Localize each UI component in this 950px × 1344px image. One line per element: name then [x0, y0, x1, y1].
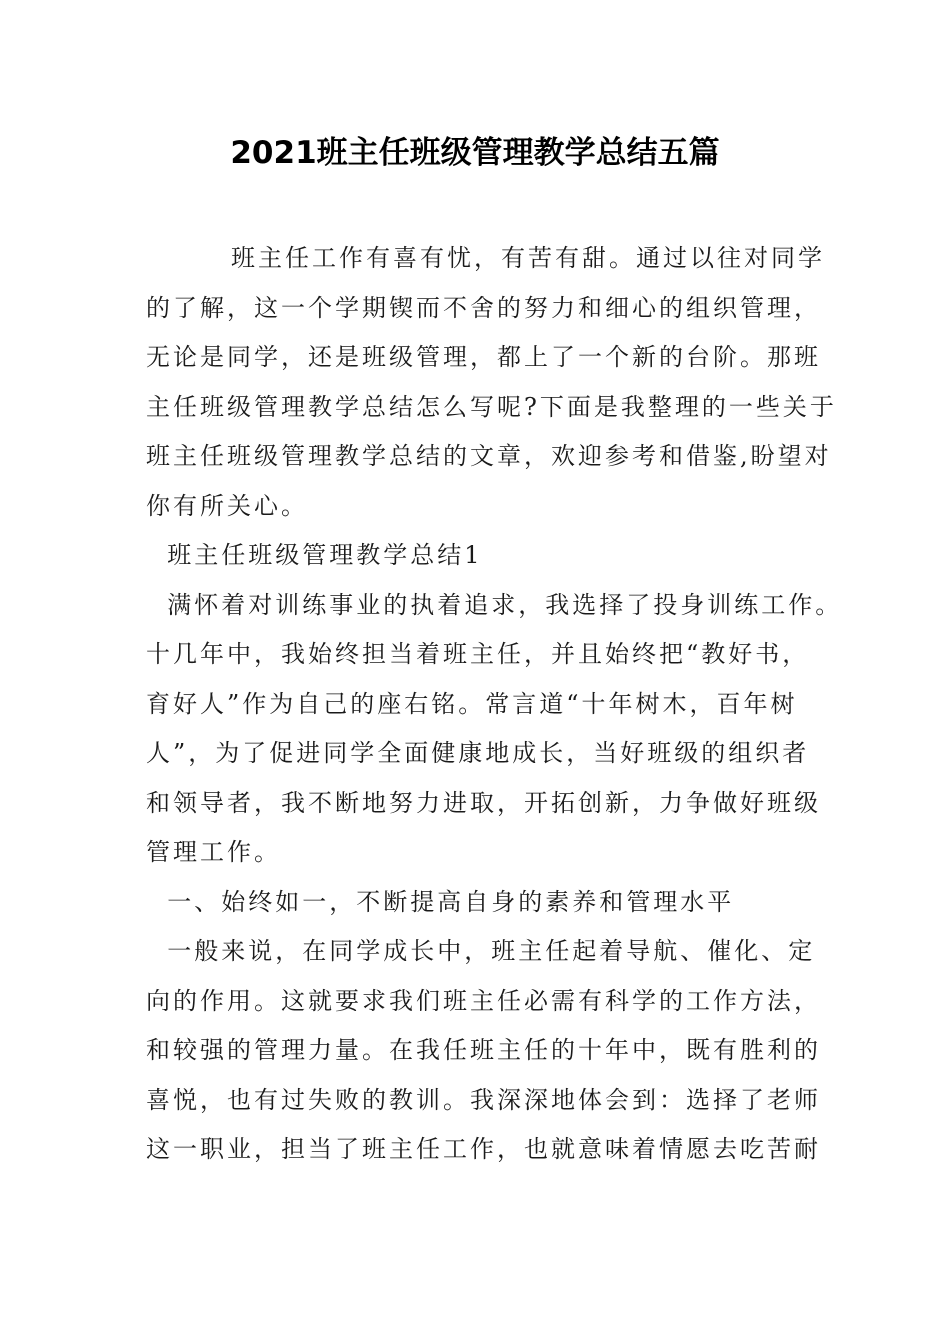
text-line: 你有所关心。 — [146, 491, 308, 520]
section-heading: 一、始终如一，不断提高自身的素养和管理水平 — [146, 887, 735, 916]
text-line: 这一职业，担当了班主任工作，也就意味着情愿去吃苦耐 — [146, 1135, 821, 1163]
document-body — [146, 234, 843, 1175]
document-title: 2021班主任班级管理教学总结五篇 — [230, 135, 720, 171]
text-line: 满怀着对训练事业的执着追求，我选择了投身训练工作。 — [146, 590, 843, 619]
text-line: 和领导者，我不断地努力进取，开拓创新，力争做好班级 — [146, 788, 821, 817]
text-line: 班主任班级管理教学总结的文章，欢迎参考和借鉴,盼望对 — [146, 442, 832, 470]
text-line: 和较强的管理力量。在我任班主任的十年中，既有胜利的 — [146, 1036, 821, 1064]
text-line: 管理工作。 — [146, 838, 281, 866]
text-line: 班主任工作有喜有忧，有苦有甜。通过以往对同学 — [146, 244, 826, 272]
text-line: 喜悦，也有过失败的教训。我深深地体会到：选择了老师 — [146, 1085, 821, 1114]
text-line: 育好人”作为自己的座右铭。常言道“十年树木，百年树 — [146, 689, 798, 718]
text-line: 无论是同学，还是班级管理，都上了一个新的台阶。那班 — [146, 343, 821, 371]
text-line: 十几年中，我始终担当着班主任，并且始终把“教好书， — [146, 640, 810, 668]
text-line: 向的作用。这就要求我们班主任必需有科学的工作方法， — [146, 986, 821, 1015]
text-line: 一般来说，在同学成长中，班主任起着导航、催化、定 — [146, 937, 816, 965]
text-line: 的了解，这一个学期锲而不舍的努力和细心的组织管理， — [146, 293, 821, 322]
section-heading: 班主任班级管理教学总结1 — [146, 541, 483, 569]
text-line: 主任班级管理教学总结怎么写呢?下面是我整理的一些关于 — [146, 392, 837, 421]
text-line: 人”，为了促进同学全面健康地成长，当好班级的组织者 — [146, 739, 810, 767]
